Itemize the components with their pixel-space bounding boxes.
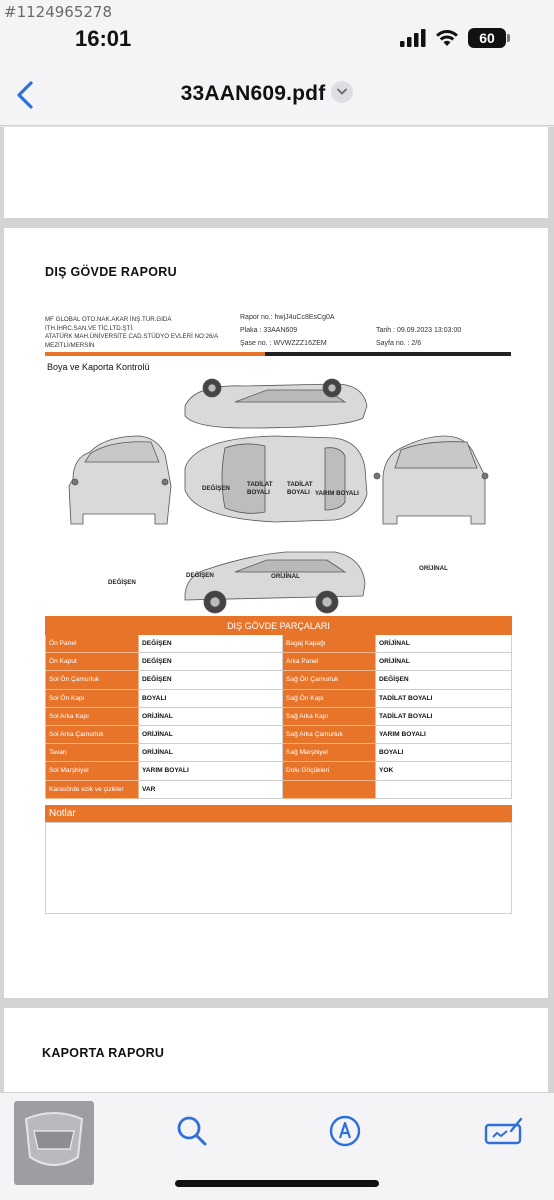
part-status: DEĞİŞEN — [376, 671, 512, 689]
part-status: BOYALI — [376, 744, 512, 762]
report-title: DIŞ GÖVDE RAPORU — [45, 265, 177, 279]
table-row — [46, 671, 512, 689]
search-icon[interactable] — [172, 1111, 212, 1151]
table-row — [46, 725, 512, 743]
table-row — [46, 780, 512, 798]
label-top-right: YARIM BOYALI — [315, 490, 359, 497]
part-name: Tavan — [46, 744, 139, 762]
pdf-viewer[interactable] — [0, 127, 554, 1092]
notes-header: Notlar — [45, 805, 512, 822]
part-name: Sol Ön Çamurluk — [46, 671, 139, 689]
company-line: MEZİTLİ/MERSİN — [45, 341, 95, 349]
kaporta-report-title: KAPORTA RAPORU — [42, 1046, 165, 1060]
part-status: DEĞİŞEN — [139, 653, 283, 671]
report-number: Rapor no.: hwjJ4uCc8EsCg0A — [240, 314, 335, 321]
part-status: YOK — [376, 762, 512, 780]
part-name: Karasörde ezik ve çizikler — [46, 780, 139, 798]
part-status: TADİLAT BOYALI — [376, 689, 512, 707]
label-top-mid2-a: TADİLAT — [287, 481, 313, 488]
company-line: ATATÜRK MAH.ÜNİVERSİTE CAD.STÜDYO EVLERİ NO:26/A — [45, 333, 219, 340]
listing-id-watermark: #1124965278 — [4, 3, 113, 21]
part-status: TADİLAT BOYALI — [376, 707, 512, 725]
table-row — [46, 744, 512, 762]
table-row — [46, 707, 512, 725]
part-status: YARIM BOYALI — [139, 762, 283, 780]
part-name: Sol Arka Çamurluk — [46, 725, 139, 743]
page-number: Sayfa no. : 2/6 — [376, 340, 422, 347]
part-status: ORİJİNAL — [376, 635, 512, 653]
chevron-down-icon — [331, 81, 353, 103]
label-top-left: DEĞİŞEN — [202, 485, 230, 492]
signature-icon[interactable] — [483, 1111, 523, 1151]
section-label: Boya ve Kaporta Kontrolü — [47, 362, 150, 372]
table-row — [46, 762, 512, 780]
part-status: DEĞİŞEN — [139, 635, 283, 653]
part-name: Bagaj Kapağı — [283, 635, 376, 653]
part-name: Sağ Ön Kapı — [283, 689, 376, 707]
table-row — [46, 635, 512, 653]
document-title: 33AAN609.pdf — [180, 82, 326, 105]
company-line: İTH.İHRC.SAN.VE TİC.LTD.ŞTİ. — [45, 324, 134, 332]
chassis-number: Şase no. : WVWZZZ16ZEM — [240, 340, 327, 347]
part-name: Sol Ön Kapı — [46, 689, 139, 707]
table-row — [46, 689, 512, 707]
label-top-mid1-a: TADİLAT — [247, 481, 273, 488]
part-name: Ön Kaput — [46, 653, 139, 671]
header-divider — [45, 352, 511, 356]
document-title-menu[interactable] — [0, 82, 554, 106]
part-name: Sol Marşbiyel — [46, 762, 139, 780]
part-name — [283, 780, 376, 798]
battery-icon: 60 — [468, 28, 506, 48]
part-status: DEĞİŞEN — [139, 671, 283, 689]
label-front: DEĞİŞEN — [108, 579, 136, 586]
car-damage-diagram — [45, 376, 511, 616]
parts-table-header: DIŞ GÖVDE PARÇALARI — [46, 617, 512, 635]
part-name: Dolu Göçükleri — [283, 762, 376, 780]
company-info — [45, 316, 225, 350]
pdf-page-2 — [4, 228, 548, 998]
status-time: 16:01 — [75, 26, 132, 51]
part-status: ORİJİNAL — [139, 725, 283, 743]
part-name: Sağ Marşbiyel — [283, 744, 376, 762]
plate-number: Plaka : 33AAN609 — [240, 327, 298, 334]
report-date: Tarih : 09.09.2023 13:03:00 — [376, 327, 462, 334]
body-parts-table — [45, 616, 512, 799]
part-status: ORİJİNAL — [139, 744, 283, 762]
part-name: Arka Panel — [283, 653, 376, 671]
label-top-mid1-b: BOYALI — [247, 489, 270, 496]
label-hood: DEĞİŞEN — [186, 572, 214, 579]
part-status: BOYALI — [139, 689, 283, 707]
part-name: Sağ Ön Çamurluk — [283, 671, 376, 689]
label-roof: ORİJİNAL — [271, 573, 300, 580]
dealer-logo — [14, 1101, 94, 1185]
wifi-icon — [434, 29, 460, 47]
pdf-page-1 — [4, 127, 548, 218]
label-rear: ORİJİNAL — [419, 565, 448, 572]
home-indicator — [175, 1180, 379, 1187]
cellular-signal-icon — [400, 29, 426, 47]
notes-box — [45, 822, 512, 914]
part-name: Sağ Arka Kapı — [283, 707, 376, 725]
part-status: VAR — [139, 780, 283, 798]
label-top-mid2-b: BOYALI — [287, 489, 310, 496]
part-status: YARIM BOYALI — [376, 725, 512, 743]
markup-icon[interactable] — [325, 1111, 365, 1151]
part-name: Sol Arka Kapı — [46, 707, 139, 725]
part-status — [376, 780, 512, 798]
navigation-bar — [0, 62, 554, 126]
part-status: ORİJİNAL — [376, 653, 512, 671]
part-name: Sağ Arka Çamurluk — [283, 725, 376, 743]
part-status: ORİJİNAL — [139, 707, 283, 725]
part-name: Ön Panel — [46, 635, 139, 653]
table-row — [46, 653, 512, 671]
company-line: MF GLOBAL OTO.NAK.AKAR İNŞ.TUR.GIDA — [45, 316, 172, 323]
pdf-page-3 — [4, 1008, 548, 1092]
